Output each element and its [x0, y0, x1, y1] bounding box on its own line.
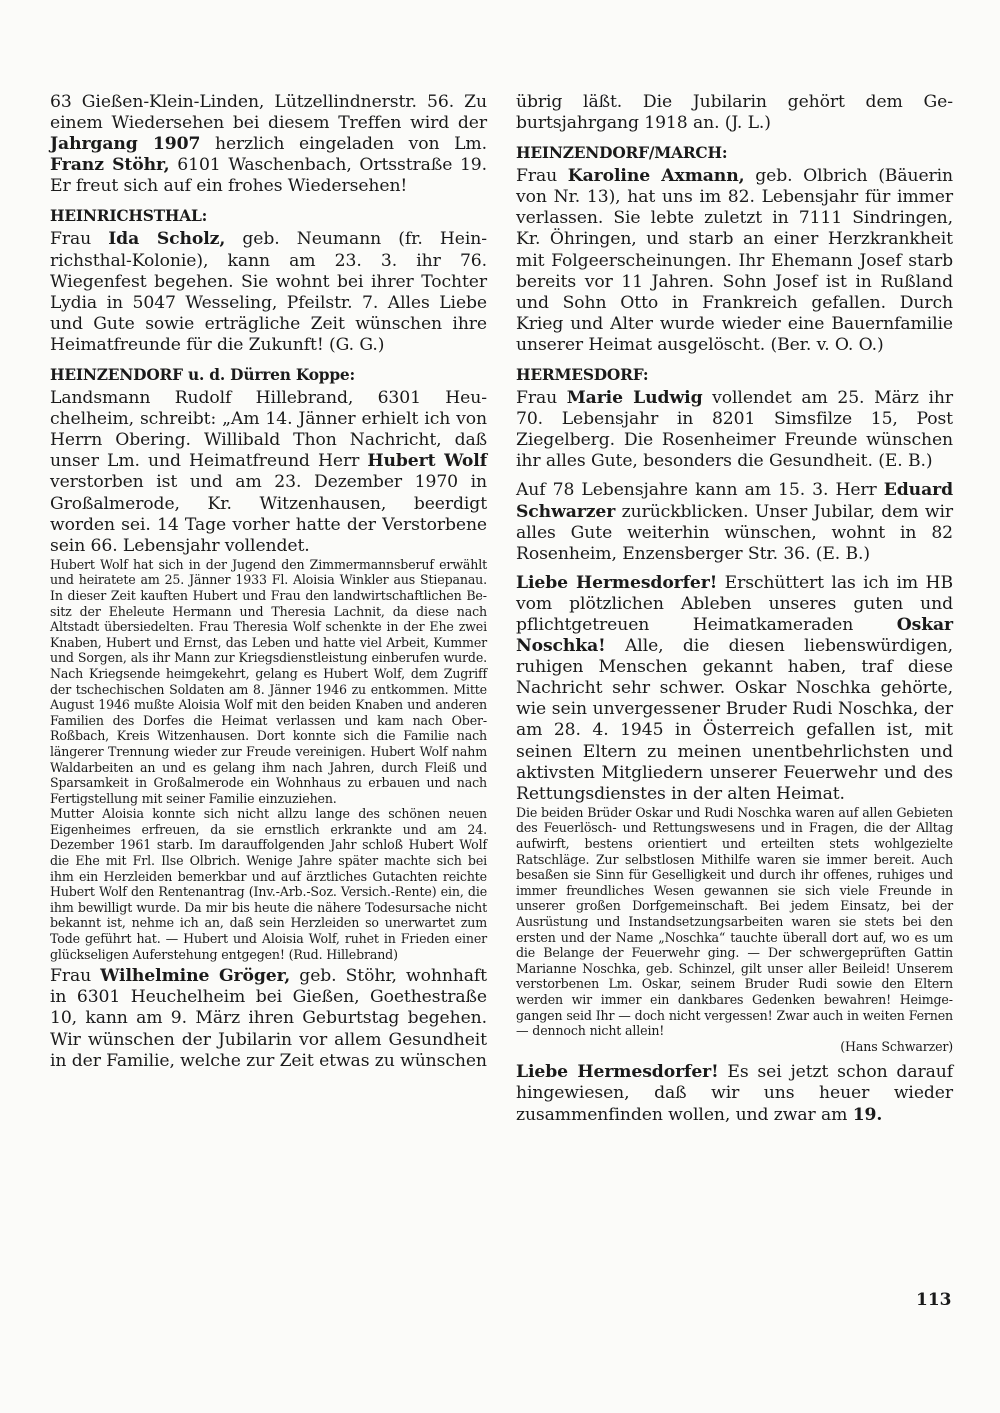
- text: herzlich eingeladen von Lm.: [200, 134, 487, 155]
- paragraph-noschka-brothers: Die beiden Brüder Oskar und Rudi Noschka waren auf allen Gebieten des Feuerlösch- und Rettungswesens und in Fragen, die der Alltag aufwirft, bestens orientiert und erteilten stets wohlgezielte Ratschläge. Zur selbstlosen Mithilfe waren sie immer bereit. Auch besaßen sie Sinn für Geselligkeit und durch ihr offenes, ruhiges und immer freundliches Wesen gewannen sie sich viele Freunde in unserer großen Dorfgemeinschaft. Bei jedem Einsatz, bei der Ausrüstung und Instandsetzungsarbeiten waren sie stets bei den ersten und der Name „Noschka“ tauchte überall dort auf, wo es um die Belange der Feuerwehr ging. — Der schwergeprüften Gattin Marianne Noschka, geb. Schinzel, gilt unser aller Beileid! Unserem verstorbenen Lm. Oskar, seinem Bruder Rudi sowie den Eltern werden wir immer ein dankbares Gedenken bewahren! Heimgegangen seid Ihr — doch nicht vergessen! Zwar auch in weiten Fernen — dennoch nicht allein!: [516, 804, 953, 1039]
- paragraph-ida-scholz: [50, 229, 487, 356]
- paragraph-wilhelmine-groeger: [50, 966, 487, 1071]
- paragraph-hubert-wolf-bio: Hubert Wolf hat sich in der Jugend den Zimmermannsberuf erwählt und heiratete am 25. Jänner 1933 Fl. Aloisia Winkler aus Stiepanau. In dieser Zeit kauften Hubert und Frau den landwirtschaftlichen Besitz der Eheleute Hermann und Theresia Lachnit, da diese nach Altstadt übersiedelten. Frau Theresia Wolf schenkte in der Ehe zwei Knaben, Hubert und Ernst, das Leben und hatte viel Arbeit, Kummer und Sorgen, als ihr Mann zur Kriegsdienstleistung einberufen wurde. Nach Kriegsende heimgekehrt, gelang es Hubert Wolf, dem Zugriff der tschechischen Soldaten am 8. Jänner 1946 zu entkommen. Mitte August 1946 mußte Aloisia Wolf mit den beiden Knaben und anderen Familien des Dorfes die Heimat verlassen und kam nach Ober-Roßbach, Kreis Witzenhausen. Dort konnte sich die Familie nach längerer Trennung wieder zur Freude vereinigen. Hubert Wolf nahm Waldarbeiten an und es gelang ihm nach Jahren, durch Fleiß und Sparsamkeit in Großalmerode ein Wohnhaus zu erbauen und nach Fertigstellung mit seiner Familie einzuziehen.: [50, 556, 487, 806]
- bold-name: Oskar Noschka!: [516, 614, 953, 657]
- bold-name: Hubert Wolf: [367, 451, 487, 472]
- bold-text: Jahrgang 1907: [50, 134, 201, 155]
- text: Frau: [516, 166, 568, 187]
- left-column: [50, 92, 487, 1072]
- text: Frau: [50, 229, 109, 250]
- bold-name: Wilhelmine Gröger,: [100, 966, 291, 987]
- paragraph-groeger-continued: übrig läßt. Die Jubilarin gehört dem Geburtsjahrgang 1918 an. (J. L.): [516, 92, 953, 134]
- text: Landsmann Rudolf Hillebrand, 6301 Heuchelheim, schreibt: „Am 14. Jänner erhielt ich von Herrn Obering. Willibald Thon Nachricht, daß unser Lm. und Heimatfreund Herr: [50, 388, 487, 472]
- bold-name: Franz Stöhr,: [50, 155, 170, 176]
- signature-hans-schwarzer: (Hans Schwarzer): [840, 1038, 953, 1054]
- bold-salutation: Liebe Hermesdorfer!: [516, 1062, 719, 1083]
- text: geb. Stöhr, wohnhaft in 6301 Heuchelheim bei Gießen, Goethestraße 10, kann am 9. März ihren Geburtstag begehen. Wir wünschen der Jubilarin vor allem Gesundheit in der Familie, welche zur Zeit etwas zu wünschen: [50, 966, 487, 1071]
- paragraph-oskar-noschka: [516, 573, 953, 805]
- bold-name: Marie Ludwig: [566, 388, 703, 409]
- paragraph-marie-ludwig: [516, 388, 953, 472]
- text: Auf 78 Lebensjahre kann am 15. 3. Herr: [516, 480, 884, 501]
- page-number: 113: [916, 1290, 952, 1310]
- bold-date: 19.: [852, 1104, 883, 1125]
- bold-salutation: Liebe Hermesdorfer!: [516, 572, 718, 593]
- paragraph-hillebrand-letter: [50, 388, 487, 557]
- paragraph-giessen-meeting: [50, 92, 487, 197]
- text: zurückblicken. Unser Jubilar, dem wir alles Gute weiterhin wünschen, wohnt in 82 Rosenheim, Enzensberger Str. 36. (E. B.): [516, 501, 953, 564]
- text: geb. Neumann (fr. Heinrichsthal-Kolonie), kann am 23. 3. ihr 76. Wiegenfest begehen. Sie wohnt bei ihrer Tochter Lydia in 5047 Wesseling, Pfeilstr. 7. Alles Liebe und Gute sowie erträgliche Zeit wünschen ihre Heimatfreunde für die Zukunft! (G. G.): [50, 229, 487, 355]
- bold-name: Eduard Schwarzer: [516, 480, 953, 522]
- text: 63 Gießen-Klein-Linden, Lützellindnerstr. 56. Zu einem Wiedersehen bei diesem Treffen wird der: [50, 92, 487, 134]
- text: geb. Olbrich (Bäuerin von Nr. 13), hat uns im 82. Lebensjahr für immer verlassen. Sie lebte zuletzt in 7111 Sindringen, Kr. Öhringen, und starb an einer Herzkrankheit mit Folgeerscheinungen. Ihr Ehemann Josef starb bereits vor 11 Jahren. Sohn Josef ist in Rußland und Sohn Otto in Frankreich gefallen. Durch Krieg und Alter wurde wieder eine Bauernfamilie unserer Heimat ausgelöscht. (Ber. v. O. O.): [516, 166, 954, 355]
- text: Es sei jetzt schon darauf hingewiesen, daß wir uns heuer wieder zusammenfinden wollen, und zwar am: [516, 1062, 953, 1125]
- paragraph-eduard-schwarzer: [516, 480, 953, 564]
- text: Frau: [516, 388, 567, 409]
- bold-name: Ida Scholz,: [108, 229, 226, 250]
- paragraph-karoline-axmann: [516, 166, 953, 356]
- section-heading-heinzendorf-duerren-koppe: HEINZENDORF u. d. Dürren Koppe:: [50, 366, 355, 385]
- text: verstorben ist und am 23. Dezember 1970 in Großalmerode, Kr. Witzenhausen, beerdigt worden sei. 14 Tage vorher hatte der Verstorbene sein 66. Lebensjahr vollendet.: [50, 472, 487, 556]
- text: Frau: [50, 966, 101, 987]
- section-heading-heinzendorf-march: HEINZENDORF/MARCH:: [516, 144, 728, 163]
- bold-name: Karoline Axmann,: [567, 166, 745, 187]
- text: 6101 Waschenbach, Ortsstraße 19. Er freut sich auf ein frohes Wiedersehen!: [50, 155, 488, 197]
- text: Alle, die diesen liebenswürdigen, ruhigen Menschen gekannt haben, traf diese Nachricht sehr schwer. Oskar Noschka gehörte, wie sein unvergessener Bruder Rudi Noschka, der am 28. 4. 1945 in Österreich gefallen ist, mit seinen Eltern zu meinen unentbehrlichsten und aktivsten Mitgliedern unserer Feuerwehr und des Rettungsdienstes in der alten Heimat.: [516, 636, 953, 804]
- paragraph-aloisia-wolf: Mutter Aloisia konnte sich nicht allzu lange des schönen neuen Eigenheimes erfreuen, da sie ernstlich erkrankte und am 24. Dezember 1961 starb. Im darauffolgenden Jahr schloß Hubert Wolf die Ehe mit Frl. Ilse Olbrich. Wenige Jahre später machte sich bei ihm ein Herzleiden bemerkbar und auf ärztliches Gutachten reichte Hubert Wolf den Rentenantrag (Inv.-Arb.-Soz. Versich.-Rente) ein, die ihm bewilligt wurde. Da mir bis heute die nähere Todesursache nicht bekannt ist, nehme ich an, daß sein Herzleiden so unerwartet zum Tode geführt hat. — Hubert und Aloisia Wolf, ruhet in Frieden einer glückseligen Auferstehung entgegen! (Rud. Hillebrand): [50, 806, 487, 962]
- text: vollendet am 25. März ihr 70. Lebensjahr in 8201 Simsfilze 15, Post Ziegelberg. Die Rosenheimer Freunde wünschen ihr alles Gute, besonders die Gesundheit. (E. B.): [516, 388, 953, 472]
- text: Erschüttert las ich im HB vom plötzlichen Ableben unseres guten und pflichtgetreuen Heimatkameraden: [516, 572, 953, 635]
- right-column: [516, 92, 953, 1126]
- paragraph-meeting-announcement: [516, 1062, 953, 1125]
- section-heading-heinrichsthal: HEINRICHSTHAL:: [50, 207, 208, 226]
- section-heading-hermesdorf: HERMESDORF:: [516, 366, 649, 385]
